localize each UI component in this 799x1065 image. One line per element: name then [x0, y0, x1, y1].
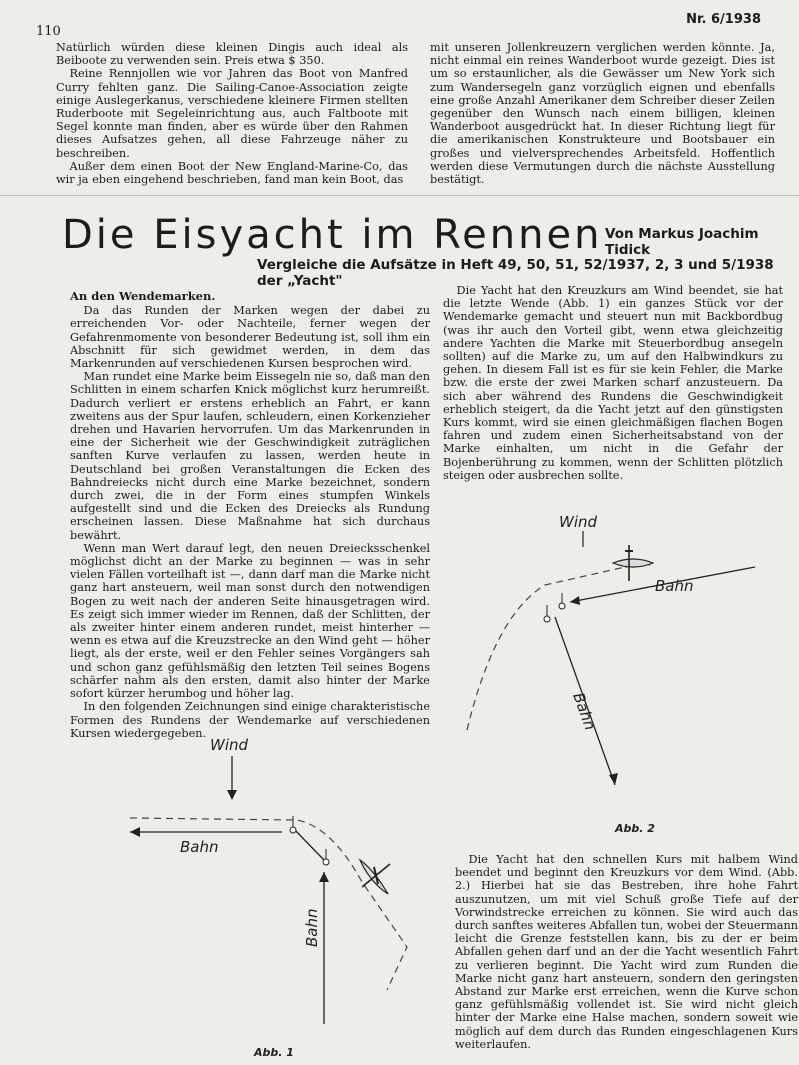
buoy-icon [323, 859, 329, 865]
paragraph: In den folgenden Zeichnungen sind einige charakteristische Formen des Rundens der Wendemarke auf verschiedenen Kursen wiedergegeben. [70, 700, 430, 740]
paragraph: Da das Runden der Marken wegen der dabei zu erreichenden Vor- oder Nachteile, ferner wegen der Gefahrenmomente von besonderer Bedeutung ist, soll ihm ein Abschnitt für sich gewidmet werden, in dem das Markenrunden auf verschiedenen Kursen besprochen wird. [70, 304, 430, 371]
paragraph: Die Yacht hat den schnellen Kurs mit halbem Wind beendet und beginnt den Kreuzkurs vor dem Wind. (Abb. 2.) Hierbei hat sie das Bestreben, ihre hohe Fahrt auszunutzen, um mit viel Schuß große Tiefe auf der Vorwindstrecke erreichen zu können. Sie wird auch das durch sanftes weiteres Abfallen tun, wobei der Steuermann leicht die Grenze feststellen kann, bis zu der er beim Abfallen gehen darf und an der die Yacht wesentlich Fahrt zu verlieren beginnt. Die Yacht wird zum Runden die Marke nicht ganz hart ansteuern, sondern den geringsten Abstand zur Marke erst erreichen, wenn die Kurve schon ganz gefühlsmäßig vollendet ist. Sie wird nicht gleich hinter der Marke eine Halse machen, sondern soweit wie möglich auf dem durch das Runden eingeschlagenen Kurs weiterlaufen. [455, 853, 798, 1051]
paragraph: Die Yacht hat den Kreuzkurs am Wind beendet, sie hat die letzte Wende (Abb. 1) ein ganzes Stück vor der Wendemarke gemacht und steuert nun mit Backbordbug (was ihr auch den Vorteil gibt, wenn etwa gleichzeitig andere Yachten die Marke mit Steuerbordbug ansegeln sollten) auf die Marke zu, um auf den Halbwindkurs zu gehen. In diesem Fall ist es für sie kein Fehler, die Marke bzw. die erste der zwei Marken scharf anzusteuern. Da sich aber während des Rundens die Geschwindigkeit erheblich steigert, da die Yacht jetzt auf den günstigsten Kurs kommt, wird sie einen gleichmäßigen flachen Bogen fahren und zudem einen Sicherheitsabstand von der Marke einhalten, um nicht in die Gefahr der Bojenberührung zu kommen, wenn der Schlitten plötzlich steigen oder ausbrechen sollte. [443, 284, 783, 482]
issue-number: Nr. 6/1938 [686, 12, 761, 27]
fig2-wind-label: Wind [559, 513, 598, 531]
article-right-column [443, 284, 783, 482]
paragraph: Wenn man Wert darauf legt, den neuen Dreiecksschenkel möglichst dicht an der Marke zu beginnen — was in sehr vielen Fällen vorteilhaft ist —, dann darf man die Marke nicht ganz hart ansteuern, weil man sonst durch den notwendigen Bogen zu weit nach der anderen Seite hinausgetragen wird. Es zeigt sich immer wieder im Rennen, daß der Schlitten, der als zweiter hinter einem anderen rundet, meist hinterher — wenn es etwa auf die Kreuzstrecke an den Wind geht — höher liegt, als der erste, weil er den Fehler seines Vorgängers sah und schon ganz gefühlsmäßig den letzten Teil seines Bogens schärfer nahm als den ersten, damit also hinter der Marke sofort kürzer herumbog und höher lag. [70, 541, 430, 701]
figure-2-diagram [455, 505, 795, 840]
fig2-arrow-head [570, 596, 580, 605]
paragraph: Natürlich würden diese kleinen Dingis auch ideal als Beiboote zu verwenden sein. Preis etwa $ 350. [56, 41, 408, 68]
article-author: Von Markus Joachim Tidick [605, 226, 759, 258]
paragraph: mit unseren Jollenkreuzern verglichen werden könnte. Ja, nicht einmal ein reines Wanderboot wurde gezeigt. Dies ist um so erstaunlicher, als die Gewässer um New York sich zum Wandersegeln ganz vorzüglich eignen und ebenfalls eine große Anzahl Amerikaner dem Schreiber dieser Zeilen gegenüber den Wunsch nach einem billigen, kleinen Wanderboot ausgedrückt hat. In dieser Richtung liegt für die amerikanischen Konstrukteure und Bootsbauer ein großes und vielversprechendes Arbeitsfeld. Hoffentlich werden diese Vermutungen durch die nächste Ausstellung bestätigt. [430, 41, 775, 187]
fig1-arrow-head [227, 790, 237, 800]
fig2-bahn-diagonal-label: Bahn [569, 690, 600, 733]
fig2-caption: Abb. 2 [615, 822, 655, 835]
fig1-corner-leg [292, 827, 324, 860]
fig1-arrow-head [319, 872, 329, 882]
top-left-column [56, 41, 408, 186]
fig1-bahn-vertical-label: Bahn [303, 908, 321, 947]
ice-yacht-icon [613, 545, 653, 581]
top-right-column [430, 41, 775, 186]
fig2-arrow-head [609, 773, 618, 785]
section-divider [0, 195, 799, 196]
buoy-icon [290, 827, 296, 833]
fig1-wind-label: Wind [210, 736, 249, 754]
buoy-icon [544, 616, 550, 622]
article-left-column [70, 290, 430, 740]
buoy-icon [559, 603, 565, 609]
paragraph: Man rundet eine Marke beim Eissegeln nie so, daß man den Schlitten in einem scharfen Knick möglichst kurz herumreißt. Dadurch verliert er erstens erheblich an Fahrt, er kann zweitens aus der Spur laufen, schleudern, einen Korkenzieher drehen und Havarien hervorrufen. Um das Markenrunden in eine der Sicherheit wie der Geschwindigkeit zuträglichen sanften Kurve verlaufen zu lassen, werden heute in Deutschland bei großen Veranstaltungen die Ecken des Bahndreiecks nicht durch eine Marke bezeichnet, sondern durch zwei, die in der Form eines stumpfen Winkels aufgestellt sind und die Ecken des Dreiecks als Rundung erscheinen lassen. Diese Maßnahme hat sich durchaus bewährt. [70, 370, 430, 542]
ice-yacht-icon [360, 860, 390, 894]
fig2-course-path [467, 567, 625, 733]
paragraph: Reine Rennjollen wie vor Jahren das Boot von Manfred Curry fehlten ganz. Die Sailing-Canoe-Association zeigte einige Auslegerkanus, verschiedene kleinere Firmen stellten Ruderboote mit Segeleinrichtung aus, auch Faltboote mit Segel konnte man finden, aber es würde über den Rahmen dieses Aufsatzes gehen, all diese Fahrzeuge näher zu beschreiben. [56, 67, 408, 160]
fig1-caption: Abb. 1 [254, 1046, 294, 1057]
page-number: 110 [36, 24, 61, 39]
fig1-arrow-head [130, 827, 140, 837]
article-subtitle: Vergleiche die Aufsätze in Heft 49, 50, 51, 52/1937, 2, 3 und 5/1938 der „Yacht" [257, 257, 774, 289]
article-bottom-right [455, 853, 798, 1051]
article-title: Die Eisyacht im Rennen [62, 212, 603, 258]
fig1-bahn-label: Bahn [180, 838, 219, 856]
figure-1-diagram [112, 732, 432, 1057]
fig1-course-path [130, 818, 407, 990]
fig2-bahn-label: Bahn [655, 577, 694, 595]
section-heading: An den Wendemarken. [70, 289, 216, 303]
paragraph: Außer dem einen Boot der New England-Marine-Co, das wir ja eben eingehend beschrieben, fand man kein Boot, das [56, 159, 408, 187]
